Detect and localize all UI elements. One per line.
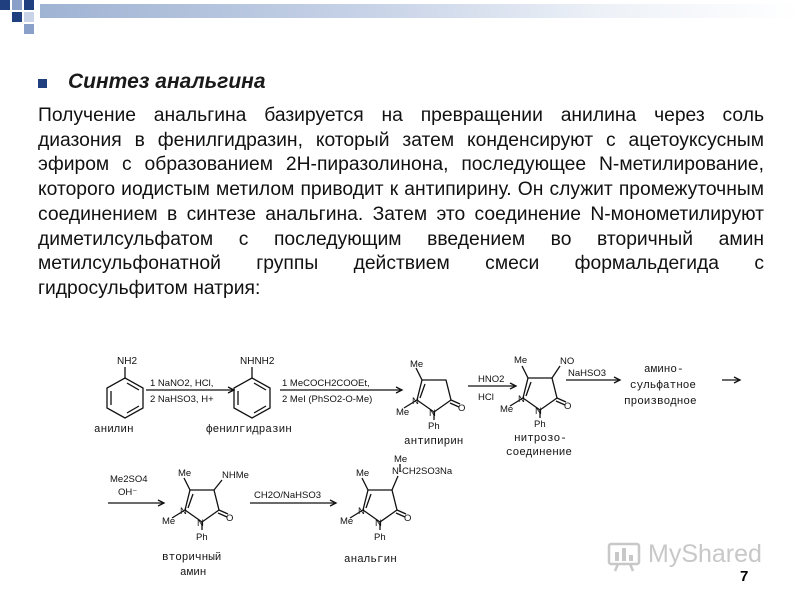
- analgin-me-n: Me: [340, 516, 354, 527]
- nitroso-ph: Ph: [534, 419, 546, 430]
- step6-reagent: CH2O/NaHSO3: [254, 490, 322, 501]
- nitroso-o: O: [564, 401, 572, 412]
- analgin-n1: N: [358, 506, 365, 517]
- page-number: 7: [740, 568, 749, 585]
- myshared-logo-icon: [606, 538, 644, 574]
- secamine-n2: N: [197, 518, 204, 529]
- analgin-n2: N: [375, 518, 382, 529]
- myshared-watermark: [606, 538, 776, 574]
- aniline-label: анилин: [94, 424, 134, 436]
- slide-title: Синтез анальгина: [68, 70, 266, 93]
- aniline-nh2: NH2: [117, 356, 138, 367]
- analgin-substituent: N-CH2SO3Na: [392, 466, 453, 477]
- secamine-me-n: Me: [162, 516, 176, 527]
- analgin-label: анальгин: [344, 554, 397, 566]
- antipyrine-o: O: [458, 403, 466, 414]
- secamine-o: O: [226, 513, 234, 524]
- phenylhydrazine-label: фенилгидразин: [206, 424, 292, 436]
- secamine-nhme: NHMe: [222, 470, 249, 481]
- step5-reagent-1: Me2SO4: [110, 474, 148, 485]
- antipyrine-n1: N: [412, 396, 419, 407]
- aminosulfate-line-2: сульфатное: [630, 380, 697, 392]
- aminosulfate-line-1: амино-: [644, 364, 684, 376]
- antipyrine-me-top: Me: [410, 359, 424, 370]
- phenylhydrazine-nhnh2: NHNH2: [240, 356, 275, 367]
- antipyrine-label: антипирин: [404, 436, 464, 448]
- step1-reagent-2: 2 NaHSO3, H+: [150, 394, 214, 405]
- analgin-ph: Ph: [374, 532, 386, 543]
- step4-reagent: NaHSO3: [568, 368, 607, 379]
- step3-reagent-2: HCl: [478, 392, 494, 403]
- nitroso-no: NO: [560, 356, 575, 367]
- phenylhydrazine-ring: [234, 378, 270, 418]
- step2-reagent-1: 1 MeCOCH2COOEt,: [282, 378, 370, 389]
- watermark-text: MyShared: [648, 540, 762, 568]
- antipyrine-n2: N: [429, 408, 436, 419]
- analgin-me-top: Me: [356, 468, 370, 479]
- nitroso-n2: N: [535, 406, 542, 417]
- antipyrine-me-n: Me: [396, 407, 410, 418]
- aminosulfate-line-3: производное: [624, 396, 697, 408]
- nitroso-me-n: Me: [500, 404, 514, 415]
- aniline-ring: [107, 378, 143, 418]
- nitroso-n1: N: [518, 394, 525, 405]
- nitroso-label-2: соединение: [506, 447, 573, 459]
- secamine-label-1: вторичный: [162, 552, 222, 564]
- secamine-me-top: Me: [178, 468, 192, 479]
- step1-reagent-1: 1 NaNO2, HCl,: [150, 378, 214, 389]
- slide-body-text: Получение анальгина базируется на превращении анилина через соль диазония в фенилгидразин, который затем конденсируют с ацетоуксусным эфиром с образованием 2Н-пиразолинона, последующее N-метилирование, которого иодистым метилом приводит к антипирину. Он служит промежуточным соединением в синтезе анальгина. Затем это соединение N-монометилируют диметилсульфатом с последующим введением во вторичный амин метилсульфонатной группы действием смеси формальдегида с гидросульфитом натрия:: [38, 105, 764, 299]
- step2-reagent-2: 2 MeI (PhSO2-O-Me): [282, 394, 373, 405]
- step5-reagent-2: OH⁻: [118, 487, 138, 498]
- secamine-label-2: амин: [180, 567, 207, 579]
- analgin-o: O: [404, 513, 412, 524]
- step3-reagent-1: HNO2: [478, 374, 505, 385]
- antipyrine-ph: Ph: [428, 421, 440, 432]
- nitroso-me-top: Me: [514, 355, 528, 366]
- secamine-ph: Ph: [196, 532, 208, 543]
- analgin-me-sub: Me: [394, 454, 408, 465]
- secamine-n1: N: [180, 506, 187, 517]
- nitroso-label-1: нитрозо-: [514, 433, 567, 445]
